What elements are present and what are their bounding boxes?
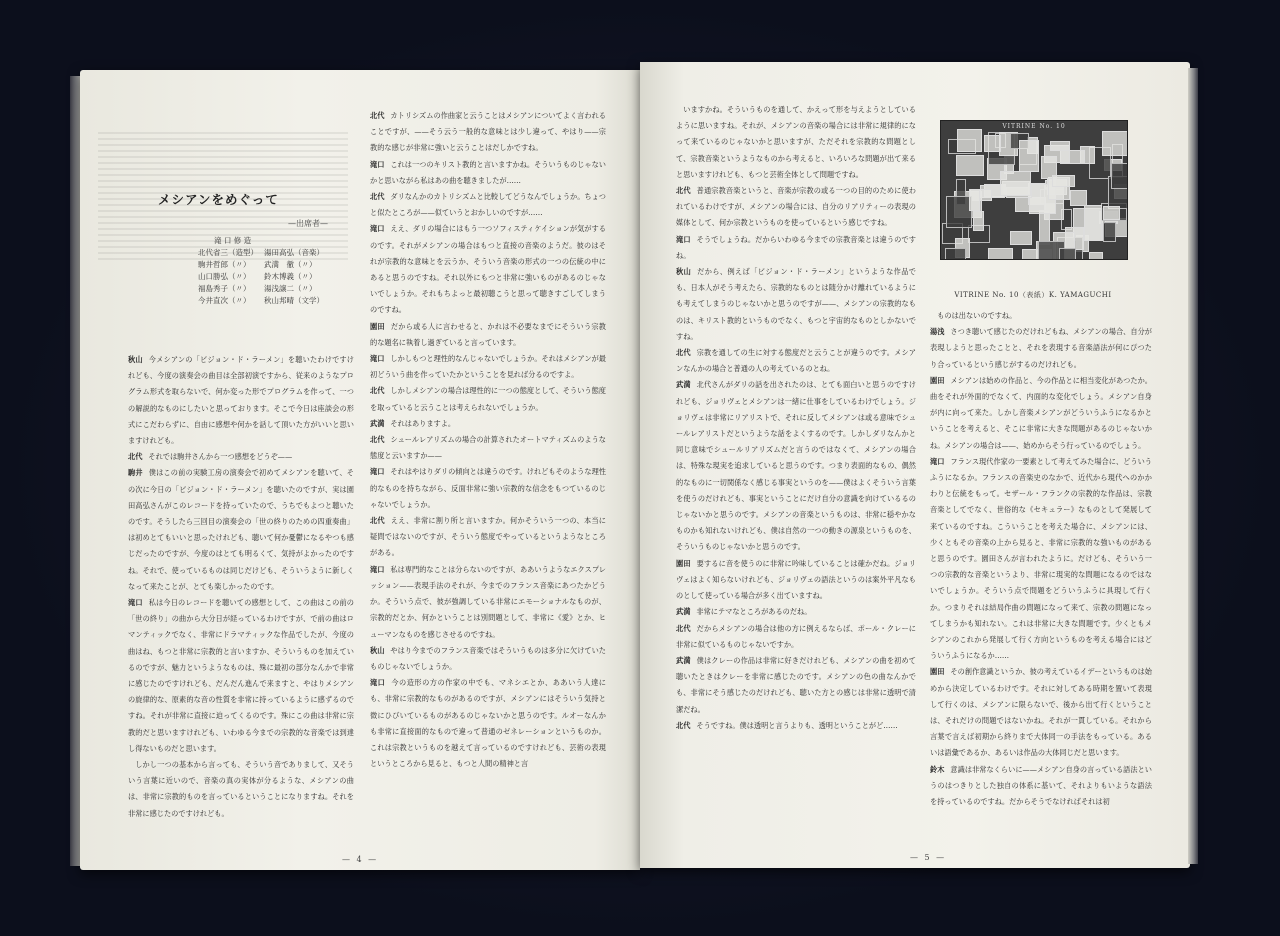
speech-text: メシアンは始めの作品と、今の作品とに相当変化があつたか。曲をそれが外面的でなくて、内面的な変化でしょう。メシアン自身が内に向って来た。しかし音楽メシアンがどういうふうになるかということを考えると、そこに非常に大きな問題があるのじゃないかね。メシアンの場合は——、始めからそう行っているのでしょう。 [930,375,1152,450]
page-number-right: — 5 — [910,853,947,862]
dialogue-paragraph [370,432,606,464]
speech-text: いますかね。そういうものを通して、かえって形を与えようとしているように思いますね。それが、メシアンの音楽の場合には非常に規律的になって来ているのじゃないかと思いますが、ただそれを宗教的な問題として、宗教音楽というようなものから考えると、いろいろな問題が出て来ると思いますけれども、もつと芸術全体として問題ですね。 [676,105,916,179]
speaker-name: 駒井 [128,468,143,478]
speaker-name: 秋山 [676,267,692,277]
dialogue-paragraph [676,653,916,718]
artwork-square [1052,175,1076,187]
dialogue-paragraph [128,465,354,595]
speaker-name: 北代 [676,348,691,358]
figure-label: VITRINE No. 10 [1002,123,1066,130]
page-edge-right [1188,68,1198,864]
speech-text: 僕はクレーの作品は非常に好きだけれども、メシアンの曲を初めて聴いたときはクレーを非常に感じたのです。メシアンの色の曲なんかでも、非常にそう感じたのだけれども、聴いた方との感じは非常に透明で清潔だね。 [676,655,916,714]
dialogue-paragraph [370,351,606,383]
participant: 福島秀子（〃） [198,284,251,293]
speaker-name: 北代 [370,192,385,202]
dialogue-paragraph [930,664,1152,761]
dialogue-paragraph [370,157,606,189]
dialogue-paragraph [128,757,354,822]
participants-list [198,235,358,307]
right-page-column-2 [930,308,1152,842]
participant-row [198,271,358,283]
speech-text: そうですね。僕は透明と言うよりも、透明ということがど…… [696,720,898,730]
speech-text: ダリなんかのカトリシズムと比較してどうなんでしょうか。ちょつと似たところが——似ていうとおかしいのですが…… [370,192,606,218]
dialogue-paragraph [676,232,916,264]
artwork-square [1000,171,1031,197]
dialogue-paragraph [370,108,606,157]
figure-caption: VITRINE No. 10（表紙）K. YAMAGUCHI [954,291,1112,299]
page-number-left: — 4 — [342,855,379,864]
participant: 駒井哲郎（〃） [198,260,251,269]
dialogue-paragraph [128,595,354,757]
speech-text: 僕はこの前の実験工房の演奏会で初めてメシアンを聴いて、その次に今日の「ビジョン・ド・ラーメン」を聴いたのですが、実は園田高弘さんがこのレコードを持っていたので、うちでもよつと聴いたのです。そうしたら三回目の演奏会の「世の終りのための四重奏曲」は初めとてもいいと思ったけれども、聴いて何か憂鬱になるやつも感じだったのですが、今度のはとても明るくて、気持がよかったのですね。それで、使っているものは同じだけども、そういうように新しくなって来たことが、とても楽しかったのです。 [128,468,354,591]
artwork-square [984,135,1002,151]
speech-text: やはり今までのフランス音楽ではそういうものは多分に欠けていたものじゃないでしょうか。 [370,645,606,671]
dialogue-paragraph [930,324,1152,373]
speaker-name: 鈴木 [930,764,945,774]
speech-text: それはありますよ。 [390,418,456,428]
artwork-square [1010,231,1032,244]
speech-text: しかし一つの基本から言っても、そういう音でありまして、又そういう言葉に近いので、音楽の真の実体が分るような、メシアンの曲は、非常に宗教的ものを言っているということになりますね。それを非常に感じたのですけれども。 [128,760,354,818]
participant: 今井直次（〃） [198,296,251,305]
dialogue-paragraph [370,319,606,351]
participant-row [198,259,358,271]
speech-text: フランス現代作家の一要素として考えてみた場合に、どういうふうになるか。フランスの音楽史のなかで、近代から現代へのかかわりと伝統をもって。セザール・フランクの宗教的な作品は、宗教音楽としてでなく、世俗的な《セキュラー》なものとして発展して来ているのですね。こういうことを考えた場合に、メシアンには、少くともその音楽の上から見ると、非常に宗教的な強いものがあると思うのです。園田さんが言われたように。だけども、そういう一つの宗教的な音楽というより、非常に現実的な問題になるのではないでしょうか。そういう点で問題をどういうふうに具現して行くか。つまりそれは結局作曲の問題になって来て、宗教の問題になってしまうかも知れない。これは非常に大きな問題です。少くともメシアンのこれから発展して行く方向というものを考える場合にはどういうふうになるか…… [930,456,1152,661]
cover-artwork-figure [940,120,1128,260]
speech-text: ええ、ダリの場合にはもう一つソフィスティケイションが気がするのです。それがメシアンの場合はもつと直接の音楽のようだ。彼のはそれが宗教的な意味とを云うか、そういう音楽の形式の一つの伝統の中にあると思うのですね。それ以外にもつと非常に強いものがあるのじゃないでしょうか。それもちよっと最初聴こうと思って聴きすごしてしまうのですね。 [370,224,606,315]
artwork-square [1103,222,1116,242]
title-block [158,190,358,307]
participant: 武満 徹（〃） [264,260,317,269]
speech-text: 宗教を通しての生に対する態度だと云うことが違うのです。メシアンなんかの場合と普通の人の考えているのとね。 [676,348,916,374]
artwork-square [1103,206,1120,220]
speech-text: 今の造形の方の作家の中でも、マネシエとか、ああいう人達にも、非常に宗教的なものがあるのですが、メシアンにはそういう気持と微にひびいているものがあるのじゃないかと思うのです。ルオーなんかも非常に直接面的なもので違って普通のゼネレーションというものか。これは宗教というものを越えて言っているのですけれども、芸術の表現というところから見ると、もつと人間の精神と言 [370,678,606,769]
speaker-name: 秋山 [370,645,385,655]
speaker-name: 北代 [676,186,691,196]
dialogue-paragraph [676,377,916,555]
left-page [80,70,640,870]
speech-text: しかしメシアンの場合は理性的に一つの態度として、そういう態度を取っていると云うことは考えられないでしょうか。 [370,386,606,412]
speech-text: シュールレアリズムの場合の計算されたオートマティズムのような態度と云いますか—— [370,435,606,461]
speaker-name: 園田 [370,321,385,331]
speaker-name: 武満 [676,607,691,617]
dialogue-paragraph [370,675,606,772]
speech-text: その創作意識というか、彼の考えているイデーというものは始めから決定しているわけです。それに対してある時期を置いて表現して行くのは、メシアンに限らないで、後から出て行くということは、それだけの問題ではないかね。それが一貫している。それから言葉で言えば初期から終りまで大体同一の手法をもっている。あるいは語彙であるか、あるいは作品の大体同じだと思います。 [930,667,1152,758]
speaker-name: 園田 [676,558,691,568]
speaker-name: 滝口 [930,456,945,466]
artwork-square [1059,248,1076,260]
dialogue-paragraph [930,373,1152,454]
speech-text: そうでしょうね。だからいわゆる今までの宗教音楽とは違うのですね。 [676,234,916,260]
artwork-square [957,129,982,152]
participants-heading: —出席者— [288,219,328,228]
dialogue-paragraph [676,345,916,377]
speaker-name: 北代 [676,720,691,730]
participant-row [198,247,358,259]
dialogue-paragraph [370,562,606,643]
speaker-name: 滝口 [676,234,691,244]
speaker-name: 滝口 [370,224,385,234]
speaker-name: 北代 [370,111,385,120]
article-title: メシアンをめぐって [158,192,279,207]
speech-text: 私は今日のレコードを聴いての感想として、この曲はこの前の「世の終り」の曲から大分日が経っているわけですが、で前の曲はロマンティックでなく、非常にドラマティックな作品でしたが、今度の曲はね、もつと非常に宗教的と言いますか、そういうものを加えているのですが、魅力というようなものは、殊に最初の部分なんかで非常に感じたのですけれども、だんだん進んで来ますと、やはりメシアンの旋律的な、原素的な音の性質を非常に持っているように感ずるのですね。それが非常に直接に迫ってくるのです。殊にこの曲は非常に宗教的だと思いますけれども、いわゆる今までの宗教的な音楽では到達し得ないものだと思います。 [128,598,354,753]
speaker-name: 武満 [370,418,385,428]
participant: 鈴木博義（〃） [264,272,317,281]
dialogue-paragraph [370,383,606,415]
participant: 湯田高弘（音楽） [264,248,324,257]
artwork-square [1102,131,1128,156]
chair-row [198,235,358,247]
participant: 秋山邦晴（文学） [264,296,324,305]
speaker-name: 滝口 [370,354,385,364]
speech-text: 北代さんがダリの話を出されたのは、とても面白いと思うのですけれども、ジョリヴェとメシアンは一緒に仕事をしているわけでしょう。ジョリヴェは非常にリアリストで、それに反してメシアンは或る意味でシュールレアリストだというような話をよくするのです。しかしダリなんかと同じ意味でシュールリアリズムだと言うのではなくて、メシアンの場合は、特殊な現実を追求していると思うのです。つまり表面的なもの、偶然的なものに一切関係なく感じる事実というのを——僕はよくそういう言葉を使うのだけれども、事実ということにだけ自分の意識を向けているるのじゃないかと思うのです。メシアンの音楽というものは、非常に穏やかなものかも知れないけれども、僕は自然の一つの動きの源泉というものを、そういうものじゃないかと思うのです。 [676,380,916,552]
dialogue-paragraph [676,556,916,605]
dialogue-paragraph [370,464,606,513]
speaker-name: 園田 [930,375,945,385]
speaker-name: 北代 [370,516,385,526]
artwork-square [1089,252,1103,260]
dialogue-paragraph [370,513,606,562]
speech-text: 私は専門的なことは分らないのですが、ああいうようなエクスプレッション——表現手法のそれが、今までのフランス音楽にあつたかどうか。そういう点で、彼が強調している非常にエモーショナルなものが、宗教的だとか、何かということは別問題として、非常に《愛》とか、ヒューマンなものを感じさせるのですね。 [370,564,606,639]
artwork-square [969,189,980,211]
artwork-square [1019,140,1039,172]
speech-text: 普通宗教音楽というと、音楽が宗教の或る一つの目的のために使われているわけですが、メシアンの場合には、自分のリアリティーの表現の媒体として、何か宗教というものを使っているという感じですね。 [676,186,916,228]
speech-text: それでは駒井さんから一つ感想をどうぞ—— [148,452,293,462]
speech-text: だから、例えば「ビジョン・ド・ラーメン」というような作品でも、日本人がそう考えたら、宗教的なものとは随分かけ離れているようにも考えてしまうのじゃないかと思うのですが——、メシアンの宗教的なものは、キリスト教的というものでなく、もつと宇宙的なものとしかないですね。 [676,267,916,341]
dialogue-paragraph [676,718,916,734]
speech-text: だから或る人に言わせると、かれは不必要なまでにそういう宗教的な題名に執着し過ぎていると言っています。 [370,321,606,347]
left-page-column-1 [128,352,354,842]
speech-text: ええ、非常に割り所と言いますか。何かそういう一つの、本当に疑問ではないのですが、そういう態度でやっているというようなところがある。 [370,516,606,558]
speech-text: 非常にテマなところがあるのだね。 [696,607,812,617]
artwork-square [1050,141,1070,151]
speech-text: これは一つのキリスト教的と言いますかね。そういうものじゃないかと思いながら私はあの曲を聴きましたが…… [370,159,606,185]
participant-row [198,283,358,295]
artwork-square [1070,190,1088,206]
speech-text: カトリシズムの作曲家と云うことはメシアンについてよく言われることですが、——そう云う一般的な意味とは少し違って、やはり——宗教的な感じが非常に強いと云うことはだしかですね。 [370,111,606,153]
dialogue-paragraph [676,183,916,232]
speaker-name: 北代 [370,386,385,396]
dialogue-paragraph [128,449,354,465]
dialogue-paragraph [128,352,354,449]
speaker-name: 秋山 [128,355,143,364]
speech-text: さつき聴いて感じたのだけれどもね、メシアンの場合、自分が表現しようと思ったことと、それを表現する音楽語法が何にぴつたり合っているという感じがするのだけれども。 [930,327,1152,369]
speaker-name: 湯浅 [930,327,945,337]
speaker-name: 滝口 [370,159,385,169]
speaker-name: 滝口 [370,564,385,574]
speech-text: ものは出ないのですね。 [937,311,1017,320]
dialogue-paragraph [930,308,1152,324]
participant-row [198,295,358,307]
participant: 湯浅譲二（〃） [264,284,317,293]
right-page [640,62,1190,868]
dialogue-paragraph [930,762,1152,811]
speaker-name: 武満 [676,655,691,665]
artwork-square [988,248,1013,260]
speaker-name: 北代 [128,452,143,462]
dialogue-paragraph [370,416,606,432]
speech-text: 要するに音を使うのに非常に吟味していることは確かだね。ジョリヴェはよく知らないけれども、ジョリヴェの語法というのは案外平凡なものとして使っている場合が多く出ていますね。 [676,558,916,601]
speech-text: だからメシアンの場合は他の方に例えるならば、ポール・クレーに非常に似ているものじゃないですか。 [676,623,916,649]
dialogue-paragraph [676,621,916,653]
participant: 北代省三（造型） [198,248,258,257]
speaker-name: 滝口 [370,467,385,477]
participant: 山口勝弘（〃） [198,272,251,281]
booklet [70,62,1198,874]
speech-text: しかしもつと理性的なんじゃないでしょうか。それはメシアンが最初どういう曲を作っていたかということを見れば分るのですよ。 [370,354,606,380]
speaker-name: 滝口 [370,678,386,688]
dialogue-paragraph [676,604,916,620]
right-page-column-1 [676,102,916,842]
speech-text: 意識は非常なくらいに——メシアン自身の言っている語法というのはつきりとした独自の体系に基いて、それよりもいような語法を持っているのですね。だからそうでなければそれは初 [930,764,1152,807]
speaker-name: 武満 [676,380,691,390]
speech-text: それはやはりダリの傾向とは違うのです。けれどもそのような理性的なものを持ちながら、反面非常に強い宗教的な信念をもつているのじゃないでしょうか。 [370,467,606,509]
artwork-square [945,248,967,260]
dialogue-paragraph [370,643,606,675]
chair-name: 滝 口 修 造 [214,236,252,245]
artwork-square [973,211,984,231]
artwork-square [1111,163,1128,188]
speaker-name: 北代 [676,623,691,633]
artwork-square [1084,205,1102,240]
speech-text: 今メシアンの「ビジョン・ド・ラーメン」を聴いたわけですけれども、今度の演奏会の曲目は全部初演ですから、従来のようなプログラム形式を取らないで、何か変った形でプログラムを作って、一つの解説的なものにしたいと思っております。そこで今日は座談会の形式にこだわらずに、自由に感想や何かを話して頂いた方がいいと思いますけれども。 [128,355,354,446]
speaker-name: 北代 [370,435,385,445]
dialogue-paragraph [676,102,916,183]
speaker-name: 滝口 [128,598,143,608]
artwork-square [956,155,984,176]
dialogue-paragraph [930,454,1152,665]
left-page-column-2 [370,108,606,842]
dialogue-paragraph [676,264,916,345]
dialogue-paragraph [370,189,606,221]
speaker-name: 園田 [930,667,945,677]
dialogue-paragraph [370,221,606,318]
